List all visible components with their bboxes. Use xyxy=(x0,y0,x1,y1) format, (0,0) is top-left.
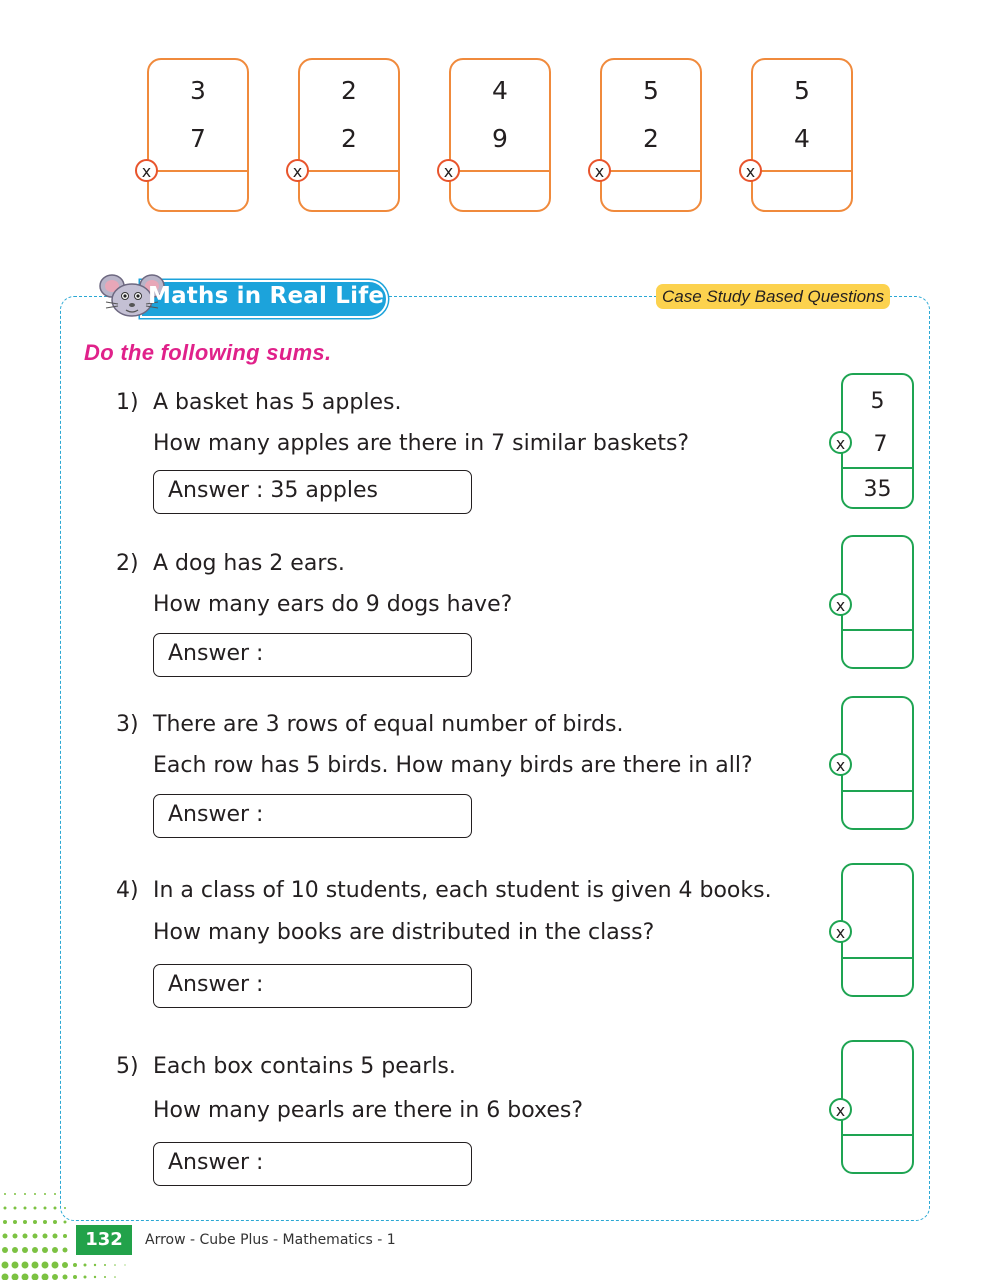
result-line xyxy=(843,1134,912,1136)
multiply-sign-icon: x xyxy=(437,159,460,182)
result-line xyxy=(843,629,912,631)
result-line xyxy=(149,170,247,172)
multiply-sign-icon: x xyxy=(286,159,309,182)
multiply-sign-icon: x xyxy=(135,159,158,182)
multiplication-box-4 xyxy=(594,58,702,212)
multiplicand: 3 xyxy=(190,76,206,105)
question-number: 3) xyxy=(116,712,139,737)
multiply-sign-icon: x xyxy=(829,593,852,616)
question-number: 1) xyxy=(116,390,139,415)
multiplicand: 4 xyxy=(492,76,508,105)
answer-box[interactable]: Answer : xyxy=(153,794,472,838)
result-line xyxy=(300,170,398,172)
working-box xyxy=(835,373,914,509)
result-line xyxy=(843,467,912,469)
multiplier: 4 xyxy=(794,124,810,153)
multiplicand: 5 xyxy=(643,76,659,105)
result-line xyxy=(753,170,851,172)
case-study-tag: Case Study Based Questions xyxy=(656,284,890,309)
question-line-1: Each box contains 5 pearls. xyxy=(153,1054,456,1079)
result-line xyxy=(843,790,912,792)
multiply-sign-icon: x xyxy=(829,431,852,454)
answer-box[interactable]: Answer : xyxy=(153,1142,472,1186)
working-box[interactable] xyxy=(835,1040,914,1174)
multiplier: 7 xyxy=(190,124,206,153)
question-line-2: How many pearls are there in 6 boxes? xyxy=(153,1098,584,1123)
answer-box[interactable]: Answer : xyxy=(153,633,472,677)
question-line-1: A basket has 5 apples. xyxy=(153,390,402,415)
multiplication-box-5 xyxy=(745,58,853,212)
question-number: 5) xyxy=(116,1054,139,1079)
working-box[interactable] xyxy=(835,696,914,830)
multiplier: 2 xyxy=(643,124,659,153)
question-line-2: How many apples are there in 7 similar baskets? xyxy=(153,431,690,456)
multiplicand: 2 xyxy=(341,76,357,105)
instruction-heading: Do the following sums. xyxy=(84,340,332,365)
multiplier: 7 xyxy=(873,432,888,457)
multiply-sign-icon: x xyxy=(588,159,611,182)
question-line-1: A dog has 2 ears. xyxy=(153,551,345,576)
multiply-sign-icon: x xyxy=(829,1098,852,1121)
page-number: 132 xyxy=(76,1225,132,1255)
answer-box[interactable]: Answer : xyxy=(153,964,472,1008)
multiply-sign-icon: x xyxy=(829,920,852,943)
question-line-1: There are 3 rows of equal number of birds. xyxy=(153,712,624,737)
multiply-sign-icon: x xyxy=(739,159,762,182)
section-title: Maths in Real Life xyxy=(148,283,385,309)
product: 35 xyxy=(863,477,892,502)
question-line-2: How many ears do 9 dogs have? xyxy=(153,592,513,617)
multiplicand: 5 xyxy=(870,389,885,414)
multiplication-box-2 xyxy=(292,58,400,212)
result-line xyxy=(451,170,549,172)
multiply-sign-icon: x xyxy=(829,753,852,776)
question-line-1: In a class of 10 students, each student is given 4 books. xyxy=(153,878,772,903)
question-line-2: Each row has 5 birds. How many birds are there in all? xyxy=(153,753,753,778)
multiplicand: 5 xyxy=(794,76,810,105)
result-line xyxy=(602,170,700,172)
question-number: 2) xyxy=(116,551,139,576)
working-box[interactable] xyxy=(835,863,914,997)
working-box[interactable] xyxy=(835,535,914,669)
result-line xyxy=(843,957,912,959)
multiplication-box-3 xyxy=(443,58,551,212)
multiplier: 2 xyxy=(341,124,357,153)
question-line-2: How many books are distributed in the class? xyxy=(153,920,655,945)
answer-box[interactable]: Answer : 35 apples xyxy=(153,470,472,514)
question-number: 4) xyxy=(116,878,139,903)
book-title: Arrow - Cube Plus - Mathematics - 1 xyxy=(145,1232,396,1248)
multiplier: 9 xyxy=(492,124,508,153)
multiplication-box-1 xyxy=(141,58,249,212)
